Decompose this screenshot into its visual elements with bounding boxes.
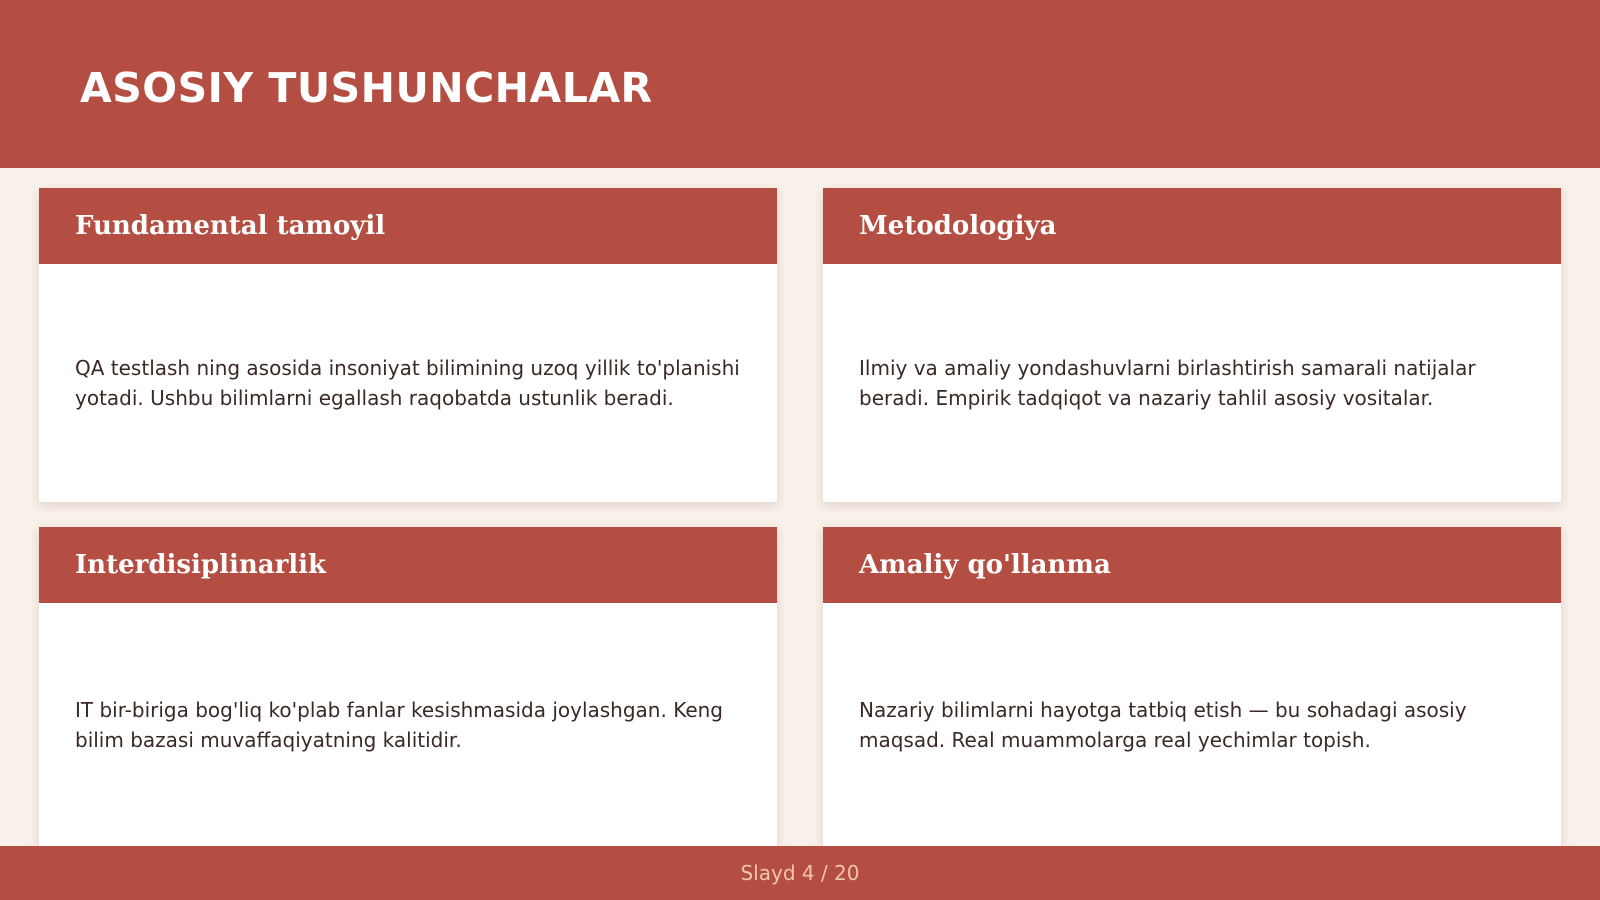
card-body <box>859 603 1525 847</box>
card-header <box>823 188 1561 264</box>
card-text: Ilmiy va amaliy yondashuvlarni birlashtirish samarali natijalar beradi. Empirik tadqiqot va nazariy tahlil asosiy vositalar. <box>859 356 1476 410</box>
card-header <box>823 527 1561 603</box>
card-title: Amaliy qo'llanma <box>859 550 1111 580</box>
card-text: Nazariy bilimlarni hayotga tatbiq etish — bu sohadagi asosiy maqsad. Real muammolarga real yechimlar topish. <box>859 698 1467 752</box>
card-body <box>75 264 741 502</box>
card-header <box>39 527 777 603</box>
card-methodology <box>823 188 1561 502</box>
slide-title: ASOSIY TUSHUNCHALAR <box>80 64 653 112</box>
card-title: Interdisiplinarlik <box>75 550 327 580</box>
slide-header <box>0 0 1600 168</box>
card-title: Metodologiya <box>859 211 1057 241</box>
slide-counter: Slayd 4 / 20 <box>740 861 860 885</box>
card-practical-application <box>823 527 1561 847</box>
card-body <box>75 603 741 847</box>
card-header <box>39 188 777 264</box>
card-text: QA testlash ning asosida insoniyat bilimining uzoq yillik to'planishi yotadi. Ushbu bilimlarni egallash raqobatda ustunlik beradi. <box>75 356 740 410</box>
card-text: IT bir-biriga bog'liq ko'plab fanlar kesishmasida joylashgan. Keng bilim bazasi muvaffaqiyatning kalitidir. <box>75 698 723 752</box>
card-body <box>859 264 1525 502</box>
card-fundamental <box>39 188 777 502</box>
slide-footer <box>0 846 1600 900</box>
card-title: Fundamental tamoyil <box>75 211 386 241</box>
card-interdisciplinary <box>39 527 777 847</box>
